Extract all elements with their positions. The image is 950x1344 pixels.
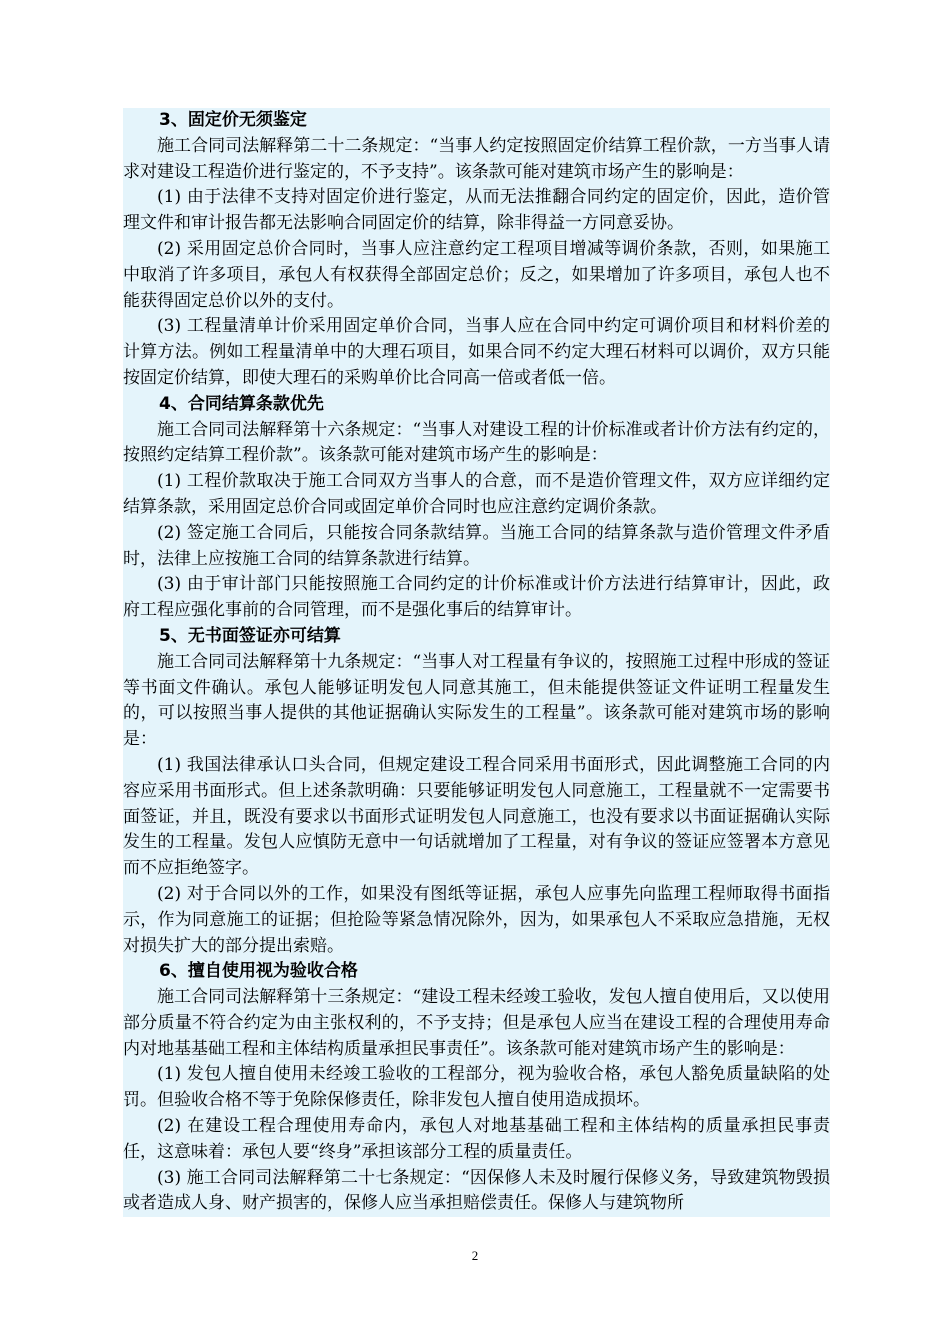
list-item: (3) 由于审计部门只能按照施工合同约定的计价标准或计价方法进行结算审计，因此，政府工程应强化事前的合同管理，而不是强化事后的结算审计。: [123, 574, 830, 621]
list-item: (1) 发包人擅自使用未经竣工验收的工程部分，视为验收合格，承包人豁免质量缺陷的处罚。但验收合格不等于免除保修责任，除非发包人擅自使用造成损坏。: [123, 1064, 830, 1111]
section-heading: 6、擅自使用视为验收合格: [159, 961, 358, 982]
section-heading: 5、无书面签证亦可结算: [159, 625, 341, 646]
page-number: 2: [471, 1248, 479, 1263]
list-item: (2) 在建设工程合理使用寿命内，承包人对地基基础工程和主体结构的质量承担民事责任，这意味着：承包人要“终身”承担该部分工程的质量责任。: [123, 1116, 830, 1162]
paragraph: 施工合同司法解释第二十二条规定：“当事人约定按照固定价结算工程价款，一方当事人请求对建设工程造价进行鉴定的，不予支持”。该条款可能对建筑市场产生的影响是：: [123, 135, 830, 182]
list-item: (1) 工程价款取决于施工合同双方当事人的合意，而不是造价管理文件，双方应详细约定结算条款，采用固定总价合同或固定单价合同时也应注意约定调价条款。: [123, 471, 830, 517]
paragraph: 施工合同司法解释第十九条规定：“当事人对工程量有争议的，按照施工过程中形成的签证等书面文件确认。承包人能够证明发包人同意其施工，但未能提供签证文件证明工程量发生的，可以按照当事人提供的其他证据确认实际发生的工程量”。该条款可能对建筑市场的影响是：: [123, 651, 830, 750]
list-item: (2) 对于合同以外的工作，如果没有图纸等证据，承包人应事先向监理工程师取得书面指示，作为同意施工的证据；但抢险等紧急情况除外，因为，如果承包人不采取应急措施，无权对损失扩大的部分提出索赔。: [123, 883, 830, 956]
paragraph: 施工合同司法解释第十六条规定：“当事人对建设工程的计价标准或者计价方法有约定的，按照约定结算工程价款”。该条款可能对建筑市场产生的影响是：: [123, 419, 830, 466]
document-body: [123, 108, 830, 1217]
paragraph: 施工合同司法解释第十三条规定：“建设工程未经竣工验收，发包人擅自使用后，又以使用部分质量不符合约定为由主张权利的，不予支持；但是承包人应当在建设工程的合理使用寿命内对地基基础工程和主体结构质量承担民事责任”。该条款可能对建筑市场产生的影响是：: [123, 987, 830, 1059]
list-item: (3) 施工合同司法解释第二十七条规定：“因保修人未及时履行保修义务，导致建筑物毁损或者造成人身、财产损害的，保修人应当承担赔偿责任。保修人与建筑物所: [123, 1167, 830, 1214]
section-heading: 4、合同结算条款优先: [159, 393, 324, 414]
list-item: (2) 采用固定总价合同时，当事人应注意约定工程项目增减等调价条款，否则，如果施工中取消了许多项目，承包人有权获得全部固定总价；反之，如果增加了许多项目，承包人也不能获得固定总价以外的支付。: [123, 238, 830, 311]
section-heading: 3、固定价无须鉴定: [159, 110, 307, 130]
list-item: (1) 我国法律承认口头合同，但规定建设工程合同采用书面形式，因此调整施工合同的内容应采用书面形式。但上述条款明确：只要能够证明发包人同意施工，工程量就不一定需要书面签证，并且，既没有要求以书面形式证明发包人同意施工，也没有要求以书面证据确认实际发生的工程量。发包人应慎防无意中一句话就增加了工程量，对有争议的签证应签署本方意见而不应拒绝签字。: [123, 754, 830, 879]
list-item: (3) 工程量清单计价采用固定单价合同，当事人应在合同中约定可调价项目和材料价差的计算方法。例如工程量清单中的大理石项目，如果合同不约定大理石材料可以调价，双方只能按固定价结算，即使大理石的采购单价比合同高一倍或者低一倍。: [123, 316, 830, 388]
list-item: (1) 由于法律不支持对固定价进行鉴定，从而无法推翻合同约定的固定价，因此，造价管理文件和审计报告都无法影响合同固定价的结算，除非得益一方同意妥协。: [123, 187, 830, 234]
list-item: (2) 签定施工合同后，只能按合同条款结算。当施工合同的结算条款与造价管理文件矛盾时，法律上应按施工合同的结算条款进行结算。: [123, 522, 830, 569]
